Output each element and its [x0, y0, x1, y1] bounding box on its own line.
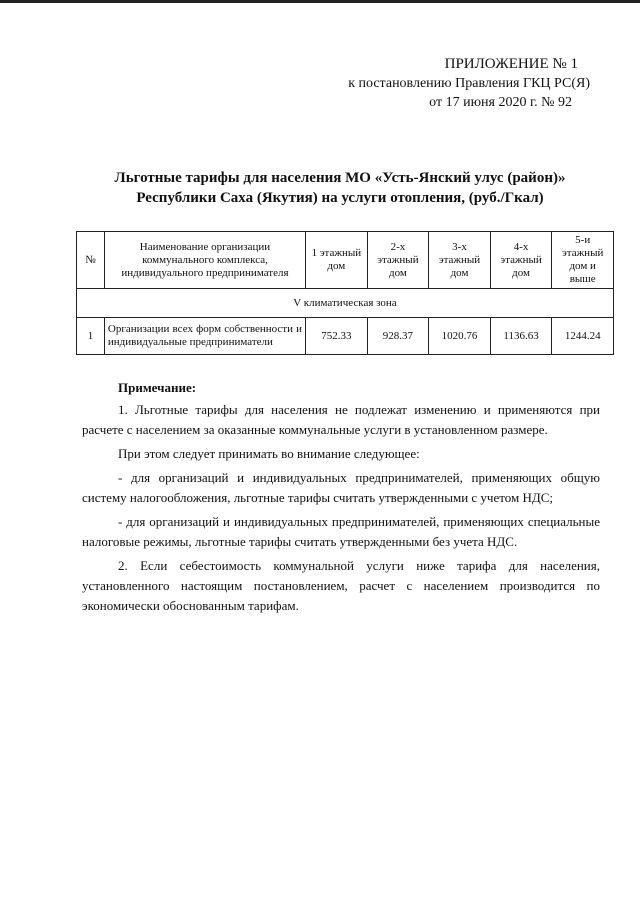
row-value-floor-1: 752.33: [306, 318, 368, 355]
tariffs-table: [76, 231, 614, 355]
zone-row: [77, 289, 614, 318]
row-number: 1: [77, 318, 105, 355]
notes-section: [82, 378, 600, 620]
title-line-1: Льготные тарифы для населения МО «Усть-Янский улус (район)»: [114, 170, 566, 186]
appendix-header: [348, 56, 590, 111]
header-floor-5: 5-и этажный дом и выше: [552, 232, 614, 289]
header-number: №: [77, 232, 105, 289]
note-paragraph-4: - для организаций и индивидуальных предпринимателей, применяющих специальные налоговые режимы, льготные тарифы считать утвержденными без учета НДС.: [82, 514, 600, 549]
note-paragraph-3: - для организаций и индивидуальных предпринимателей, применяющих общую систему налогообложения, льготные тарифы считать утвержденными с учетом НДС;: [82, 470, 600, 505]
document-title: [90, 168, 590, 208]
scan-edge: [0, 0, 640, 3]
header-floor-3: 3-х этажный дом: [429, 232, 491, 289]
row-value-floor-4: 1136.63: [490, 318, 552, 355]
header-organization: Наименование организации коммунального комплекса, индивидуального предпринимателя: [104, 232, 305, 289]
row-value-floor-2: 928.37: [367, 318, 429, 355]
table-header-row: [77, 232, 614, 289]
row-value-floor-3: 1020.76: [429, 318, 491, 355]
row-value-floor-5: 1244.24: [552, 318, 614, 355]
appendix-reference: к постановлению Правления ГКЦ РС(Я): [348, 76, 590, 91]
note-paragraph-1: 1. Льготные тарифы для населения не подлежат изменению и применяются при расчете с населением за оказанные коммунальные услуги в установленном размере.: [82, 402, 600, 437]
appendix-date: от 17 июня 2020 г. № 92: [429, 95, 572, 110]
appendix-number: ПРИЛОЖЕНИЕ № 1: [444, 56, 578, 72]
note-paragraph-5: 2. Если себестоимость коммунальной услуги ниже тарифа для населения, установленного настоящим постановлением, расчет с населением производится по экономически обоснованным тарифам.: [82, 558, 600, 613]
title-line-2: Республики Саха (Якутия) на услуги отопления, (руб./Гкал): [136, 190, 544, 206]
climate-zone-label: V климатическая зона: [77, 289, 614, 318]
notes-heading: Примечание:: [118, 380, 197, 395]
table-row: [77, 318, 614, 355]
note-paragraph-2: При этом следует принимать во внимание следующее:: [118, 446, 420, 461]
header-floor-1: 1 этажный дом: [306, 232, 368, 289]
header-floor-4: 4-х этажный дом: [490, 232, 552, 289]
row-organization: Организации всех форм собственности и индивидуальные предприниматели: [104, 318, 305, 355]
header-floor-2: 2-х этажный дом: [367, 232, 429, 289]
